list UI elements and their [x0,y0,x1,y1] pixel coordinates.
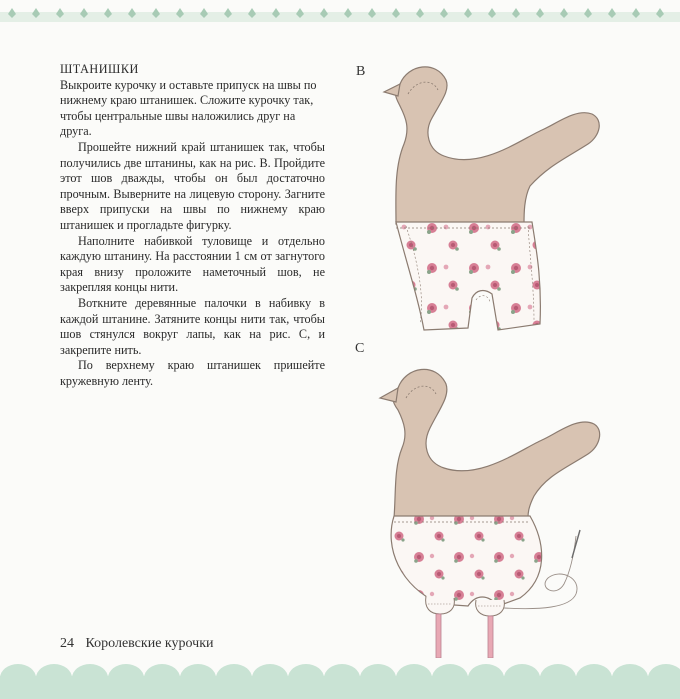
book-title: Королевские курочки [85,636,214,651]
figure-b-label: B [356,64,366,79]
page-number: 24 [60,636,74,651]
figure-c-illustration [370,358,630,663]
paragraph-3: Наполните набивкой туловище и отдельно каждую штанину. На расстоянии 1 см от загнутого края внизу проложите наметочный шов, не закрепляя концы нити. [60,233,325,295]
paragraph-5: По верхнему краю штанишек пришейте кружевную ленту. [60,358,325,388]
instructions-text [60,62,325,389]
section-heading: ШТАНИШКИ [60,62,139,76]
paragraph-4: Воткните деревянные палочки в набивку в каждой штанине. Затяните концы нити так, чтобы шов стянулся вокруг лапы, как на рис. C, и закрепите нить. [60,295,325,357]
page-footer [60,636,213,652]
paragraph-2: Прошейте нижний край штанишек так, чтобы получились две штанины, как на рис. B. Пройдите этот шов дважды, чтобы он был достаточно прочным. Выверните на лицевую сторону. Загните вверх припуски на швы по нижнему краю штанишек и прогладьте фигурку. [60,139,325,232]
paragraph-1: Выкроите курочку и оставьте припуск на швы по нижнему краю штанишек. Сложите курочку так, чтобы центральные швы наложились друг на друга. [60,77,317,139]
figure-c-label: C [355,341,365,356]
bottom-scalloped-border [0,656,680,699]
top-decorative-border [0,0,680,22]
figure-b-illustration [380,58,620,353]
